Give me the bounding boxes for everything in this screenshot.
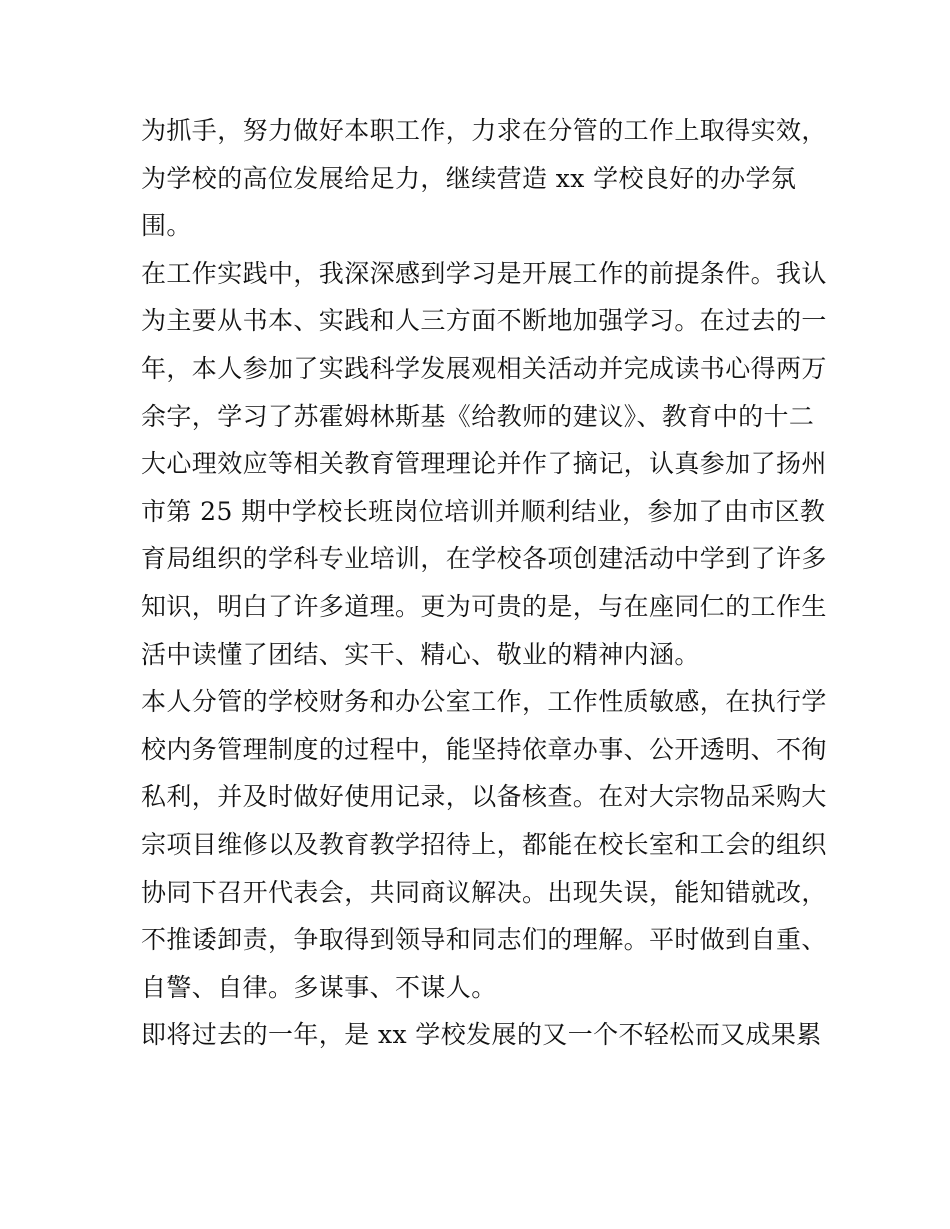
text-line: 围。 <box>141 211 192 241</box>
text-line: 本人分管的学校财务和办公室工作，工作性质敏感，在执行学 <box>141 687 827 717</box>
body-text <box>141 107 827 1059</box>
text-line: 即将过去的一年，是 xx 学校发展的又一个不轻松而又成果累 <box>141 1020 822 1050</box>
text-line: 自警、自律。多谋事、不谋人。 <box>141 972 497 1002</box>
text-line: 活中读懂了团结、实干、精心、敬业的精神内涵。 <box>141 639 700 669</box>
text-line: 协同下召开代表会，共同商议解决。出现失误，能知错就改， <box>141 877 827 907</box>
text-line: 宗项目维修以及教育教学招待上，都能在校长室和工会的组织 <box>141 829 827 859</box>
text-line: 私利，并及时做好使用记录，以备核查。在对大宗物品采购大 <box>141 782 827 812</box>
text-line: 为学校的高位发展给足力，继续营造 xx 学校良好的办学氛 <box>141 163 797 193</box>
text-line: 为抓手，努力做好本职工作，力求在分管的工作上取得实效， <box>141 116 827 145</box>
text-line: 校内务管理制度的过程中，能坚持依章办事、公开透明、不徇 <box>141 734 827 764</box>
text-line: 为主要从书本、实践和人三方面不断地加强学习。在过去的一 <box>141 306 827 336</box>
text-line: 余字，学习了苏霍姆林斯基《给教师的建议》、教育中的十二 <box>141 401 815 431</box>
text-line: 市第 25 期中学校长班岗位培训并顺利结业，参加了由市区教 <box>141 496 826 526</box>
text-line: 大心理效应等相关教育管理理论并作了摘记，认真参加了扬州 <box>141 449 827 479</box>
text-line: 在工作实践中，我深深感到学习是开展工作的前提条件。我认 <box>141 258 827 288</box>
text-line: 育局组织的学科专业培训，在学校各项创建活动中学到了许多 <box>141 544 827 574</box>
text-line: 不推诿卸责，争取得到领导和同志们的理解。平时做到自重、 <box>141 925 827 955</box>
text-line: 年，本人参加了实践科学发展观相关活动并完成读书心得两万 <box>141 353 827 383</box>
text-line: 知识，明白了许多道理。更为可贵的是，与在座同仁的工作生 <box>141 591 827 621</box>
